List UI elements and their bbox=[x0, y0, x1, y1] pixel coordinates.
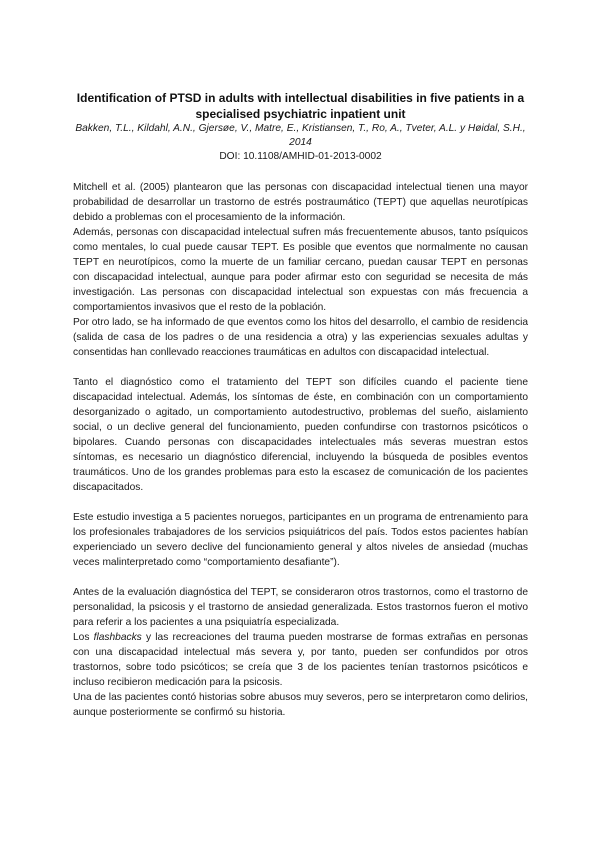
document-authors: Bakken, T.L., Kildahl, A.N., Gjersøe, V., Matre, E., Kristiansen, T., Ro, A., Tveter, A.L. y Høidal, S.H., 2014 bbox=[75, 123, 526, 148]
paragraph-7-start: Los bbox=[73, 632, 90, 643]
paragraph-2: Además, personas con discapacidad intelectual sufren más frecuentemente abusos, tanto psíquicos como mentales, lo cual puede causar TEPT. Es posible que eventos que normalmente no causan TEPT en neurotípicos, como la muerte de un familiar cercano, puedan causar TEPT en personas con discapacidad intelectual, aunque para poder afirmar esto con seguridad se necesita de más investigación. Las personas con discapacidad intelectual son expuestas con más frecuencia a comportamientos invasivos que el resto de la población. bbox=[73, 227, 528, 313]
paragraph-5: Este estudio investiga a 5 pacientes noruegos, participantes en un programa de entrenamiento para los profesionales trabajadores de los servicios psiquiátricos del país. Todos estos pacientes habían experienciado un severo declive del funcionamiento general y altos niveles de ansiedad (muchas veces malinterpretado como “comportamiento desafiante”). bbox=[73, 512, 528, 568]
paragraph-7-emphasis: flashbacks bbox=[93, 632, 142, 643]
document-body bbox=[73, 180, 528, 720]
paragraph-7-rest: y las recreaciones del trauma pueden mostrarse de formas extrañas en personas con una discapacidad intelectual más severa y, por tanto, pueden ser confundidos por otros trastornos, sobre todo psicóticos; se creía que 3 de los pacientes tenían trastornos psicóticos e incluso recibieron medicación para la psicosis. bbox=[73, 632, 528, 688]
document-title: Identification of PTSD in adults with intellectual disabilities in five patients in a specialised psychiatric inpatient unit bbox=[76, 91, 525, 121]
paragraph-6: Antes de la evaluación diagnóstica del TEPT, se consideraron otros trastornos, como el trastorno de personalidad, la psicosis y el trastorno de ansiedad generalizada. Estos trastornos fueron el motivo para referir a los pacientes a una psiquiatría especializada. bbox=[73, 587, 528, 628]
paragraph-7 bbox=[73, 630, 528, 690]
paragraph-1: Mitchell et al. (2005) plantearon que las personas con discapacidad intelectual tienen una mayor probabilidad de desarrollar un trastorno de estrés postraumático (TEPT) que aquellas neurotípicas debido a problemas con el procesamiento de la información. bbox=[73, 182, 528, 223]
paragraph-3: Por otro lado, se ha informado de que eventos como los hitos del desarrollo, el cambio de residencia (salida de casa de los padres o de una residencia a otra) y las experiencias sexuales adultas y consentidas han conllevado reacciones traumáticas en adultos con discapacidad intelectual. bbox=[73, 317, 528, 358]
document-doi: DOI: 10.1108/AMHID-01-2013-0002 bbox=[219, 151, 382, 162]
paragraph-8: Una de las pacientes contó historias sobre abusos muy severos, pero se interpretaron como delirios, aunque posteriormente se confirmó su historia. bbox=[73, 692, 528, 718]
paragraph-4: Tanto el diagnóstico como el tratamiento del TEPT son difíciles cuando el paciente tiene discapacidad intelectual. Además, los síntomas de éste, en combinación con un comportamiento desorganizado o agitado, un comportamiento autodestructivo, problemas del sueño, aislamiento social, o un declive general del funcionamiento, pueden confundirse con trastornos psicóticos o bipolares. Cuando personas con discapacidades intelectuales más severas muestran estos síntomas, es necesario un diagnóstico diferencial, incluyendo la búsqueda de posibles eventos traumáticos. Uno de los grandes problemas para esto la escasez de comunicación de los pacientes discapacitados. bbox=[73, 377, 528, 493]
